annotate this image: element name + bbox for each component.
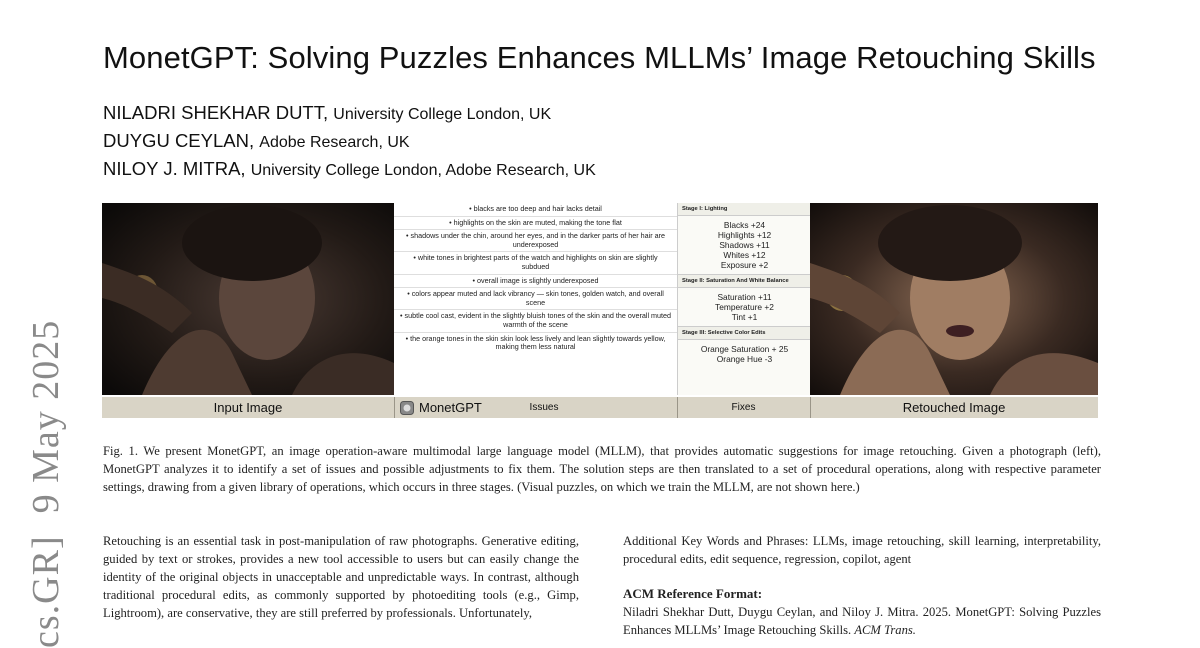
fix-item: Orange Saturation + 25	[700, 344, 789, 354]
retouched-photo	[810, 203, 1098, 395]
model-name: MonetGPT	[419, 400, 482, 415]
issue-item: • overall image is slightly underexposed	[394, 275, 677, 289]
label-divider	[394, 397, 395, 418]
arxiv-stamp	[24, 308, 80, 648]
issues-label: Issues	[529, 402, 559, 413]
issue-item: • subtle cool cast, evident in the slightly bluish tones of the skin and the overall muted warmth of the scene	[394, 310, 677, 332]
fixes-panel	[677, 203, 812, 395]
teaser-figure	[102, 203, 1098, 418]
input-image-label: Input Image	[213, 400, 283, 415]
figure-caption: Fig. 1. We present MonetGPT, an image operation-aware multimodal large language model (MLLM), that provides automatic suggestions for image retouching. Given a photograph (left), MonetGPT analyzes it to identify a set of issues and possible adjustments to fix them. The solution steps are then translated to a set of procedural operations, along with respective parameter settings, drawing from a given library of operations, which occurs in three stages. (Visual puzzles, on which we train the MLLM, are not shown here.)	[103, 444, 1101, 494]
author-entry	[103, 100, 1003, 128]
model-label	[394, 397, 490, 418]
issue-item: • shadows under the chin, around her eyes, and in the darker parts of her hair are underexposed	[394, 230, 677, 252]
figure-label-bar	[102, 397, 1098, 418]
retouched-image-label: Retouched Image	[902, 400, 1006, 415]
author-entry	[103, 156, 1003, 184]
issue-item: • the orange tones in the skin skin look less lively and lean slightly towards yellow, making them less natural	[394, 333, 677, 354]
fix-item: Highlights +12	[717, 230, 772, 240]
acm-reference-text: Niladri Shekhar Dutt, Duygu Ceylan, and Niloy J. Mitra. 2025. MonetGPT: Solving Puzzles Enhances MLLMs’ Image Retouching Skills.	[623, 605, 1101, 637]
acm-journal: ACM Trans.	[854, 623, 916, 637]
fix-item: Blacks +24	[723, 220, 766, 230]
fix-group	[678, 216, 811, 274]
arxiv-category: cs.GR]	[25, 535, 67, 648]
author-affiliation: Adobe Research, UK	[259, 134, 410, 151]
fix-group	[678, 340, 811, 368]
acm-reference	[623, 603, 1101, 639]
author-name: DUYGU CEYLAN,	[103, 130, 255, 151]
label-divider	[677, 397, 678, 418]
arxiv-date: 9 May 2025	[25, 319, 67, 514]
issues-list	[394, 203, 677, 395]
issue-item: • white tones in brightest parts of the watch and highlights on skin are slightly subdued	[394, 252, 677, 274]
right-column	[623, 532, 1101, 639]
monetgpt-logo-icon	[400, 400, 414, 414]
author-affiliation: University College London, UK	[333, 106, 552, 123]
issue-item: • highlights on the skin are muted, making the tone flat	[394, 217, 677, 231]
author-list	[103, 100, 1003, 184]
author-entry	[103, 128, 1003, 156]
fix-item: Whites +12	[723, 250, 766, 260]
fix-item: Shadows +11	[719, 240, 770, 250]
author-affiliation: University College London, Adobe Research, UK	[250, 162, 596, 179]
issue-item: • blacks are too deep and hair lacks detail	[394, 203, 677, 217]
label-divider	[810, 397, 811, 418]
fix-item: Orange Hue -3	[716, 354, 773, 364]
abstract-text: Retouching is an essential task in post-manipulation of raw photographs. Generative editing, guided by text or strokes, provides a new tool accessible to users but can easily change the identity of the original objects in unacceptable and unpredictable ways. In contrast, although traditional procedural edits, as commonly supported by photoediting tools (e.g., Gimp, Lightroom), are conservative, they are still preferred by professionals. Unfortunately,	[103, 534, 579, 620]
author-name: NILOY J. MITRA,	[103, 158, 246, 179]
author-name: NILADRI SHEKHAR DUTT,	[103, 102, 329, 123]
stage-title: Stage III: Selective Color Edits	[678, 326, 811, 340]
fix-group	[678, 288, 811, 326]
fix-item: Temperature +2	[715, 302, 774, 312]
acm-reference-heading: ACM Reference Format:	[623, 586, 763, 601]
fixes-label: Fixes	[731, 402, 756, 413]
fix-item: Tint +1	[731, 312, 758, 322]
paper-title: MonetGPT: Solving Puzzles Enhances MLLMs’ Image Retouching Skills	[103, 40, 1096, 75]
keywords: Additional Key Words and Phrases: LLMs, image retouching, skill learning, interpretability, procedural edits, edit sequence, regression, copilot, agent	[623, 534, 1101, 566]
stage-title: Stage II: Saturation And White Balance	[678, 274, 811, 288]
issue-item: • colors appear muted and lack vibrancy — skin tones, golden watch, and overall scene	[394, 288, 677, 310]
fix-item: Saturation +11	[717, 292, 772, 302]
input-photo	[102, 203, 394, 395]
fix-item: Exposure +2	[720, 260, 769, 270]
stage-title: Stage I: Lighting	[678, 203, 811, 216]
